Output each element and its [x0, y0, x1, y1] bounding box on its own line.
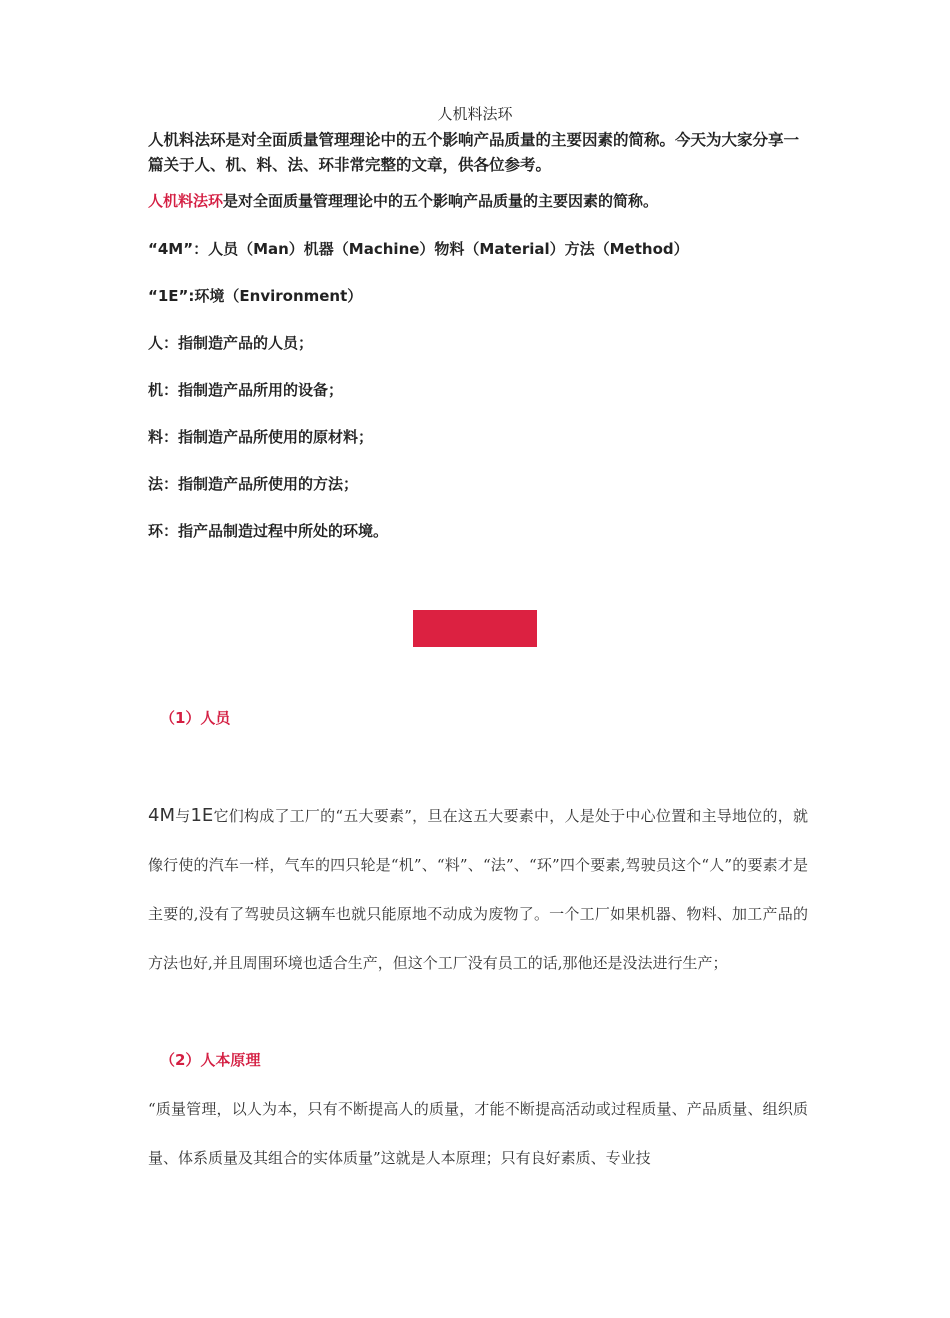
item-material: 料：指制造产品所使用的原材料； — [148, 428, 374, 446]
lead-4m: 4M — [148, 805, 175, 826]
definition-text: 是对全面质量管理理论中的五个影响产品质量的主要因素的简称。 — [223, 192, 659, 210]
four-m-line: “4M”：人员（Man）机器（Machine）物料（Material）方法（Method） — [148, 240, 689, 258]
document-title: 人机料法环 — [437, 105, 513, 123]
item-machine: 机：指制造产品所用的设备； — [148, 381, 344, 399]
personnel-paragraph — [148, 791, 808, 1041]
human-principle-paragraph: “质量管理，以人为本，只有不断提高人的质量，才能不断提高活动或过程质量、产品质量、组织质量、体系质量及其组合的实体质量”这就是人本原理；只有良好素质、专业技 — [148, 1100, 808, 1167]
item-method: 法：指制造产品所使用的方法； — [148, 475, 359, 493]
section-heading-personnel: （1）人员 — [160, 709, 231, 727]
personnel-body: 它们构成了工厂的“五大要素”，旦在这五大要素中，人是处于中心位置和主导地位的，就像行使的汽车一样，气车的四只轮是“机”、“料”、“法”、“环”四个要素,驾驶员这个“人”的要素才是主要的,没有了驾驶员这辆车也就只能原地不动成为废物了。一个工厂如果机器、物料、加工产品的方法也好,并且周围环境也适合生产，但这个工厂没有员工的话,那他还是没法进行生产； — [148, 807, 808, 972]
item-person: 人：指制造产品的人员； — [148, 334, 314, 352]
lead-and: 与 — [174, 807, 191, 825]
one-e-line: “1E”:环境（Environment） — [148, 287, 363, 305]
section-heading-human-principle: （2）人本原理 — [160, 1051, 261, 1069]
item-environment: 环：指产品制造过程中所处的环境。 — [148, 522, 389, 540]
definition-highlight: 人机料法环 — [148, 192, 224, 210]
definition-line — [148, 190, 808, 212]
intro-paragraph: 人机料法环是对全面质量管理理论中的五个影响产品质量的主要因素的简称。今天为大家分享一篇关于人、机、料、法、环非常完整的文章，供各位参考。 — [148, 131, 800, 174]
lead-1e: 1E — [190, 805, 214, 826]
red-banner-image — [413, 610, 537, 647]
